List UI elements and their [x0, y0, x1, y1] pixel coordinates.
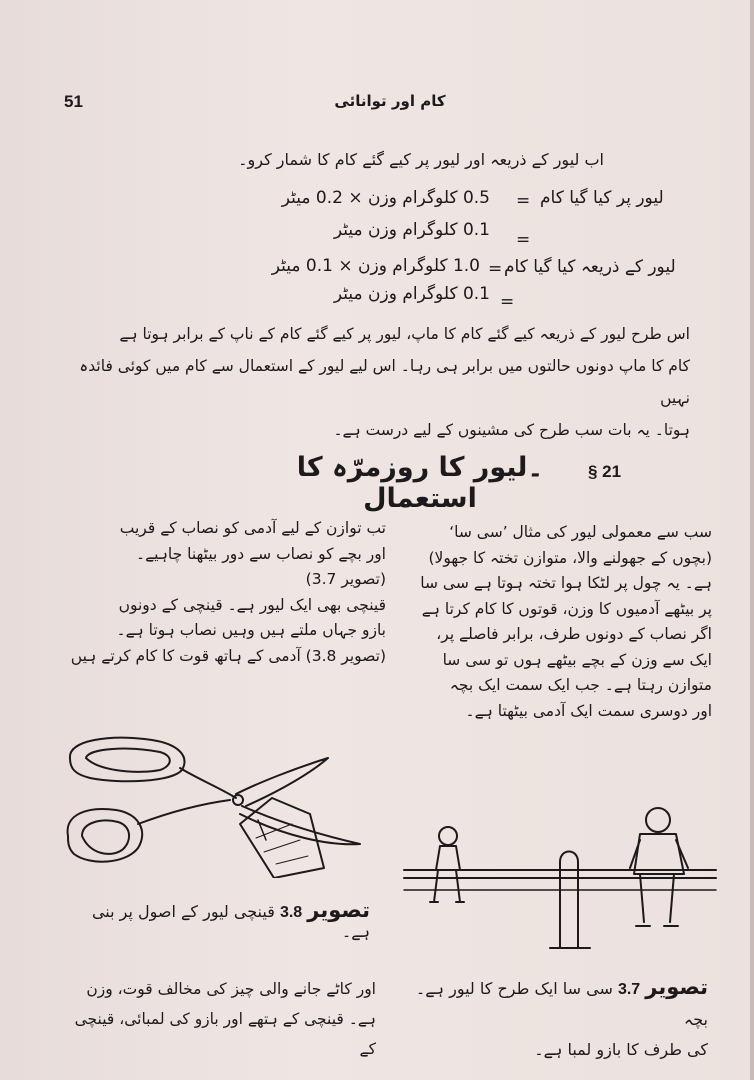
text-line: اور کاٹے جانے والی چیز کی مخالف قوت، وزن	[86, 980, 376, 998]
text-line: اور دوسری سمت ایک آدمی بیٹھتا ہے۔	[465, 701, 712, 720]
text-line: پر بیٹھے آدمیوں کا وزن، قوتوں کا کام کرتا ہے	[421, 599, 712, 618]
scissors-shank	[138, 800, 230, 824]
cloth-lines	[256, 824, 308, 864]
text-line: ایک سے وزن کے بچے بیٹھے ہوں تو سی سا	[442, 650, 712, 669]
calc-intro: اب لیور کے ذریعہ اور لیور پر کیے گئے کام کا شمار کرو۔	[238, 150, 604, 169]
text-line: (تصویر 3.7)	[305, 570, 386, 588]
work-by-result: 0.1 کلوگرام وزن میٹر	[333, 284, 490, 304]
text-line: (تصویر 3.8) آدمی کے ہاتھ قوت کا کام کرتے ہیں	[70, 646, 386, 665]
scissors-shank	[180, 768, 236, 798]
text-line: ہے۔ قینچی کے ہتھے اور بازو کی لمبائی، قینچی کے	[74, 1010, 376, 1058]
text-line: اور بچے کو نصاب سے دور بیٹھنا چاہیے۔	[135, 544, 386, 563]
text-line: قینچی بھی ایک لیور ہے۔ قینچی کے دونوں	[118, 595, 386, 614]
equals-sign: =	[516, 230, 531, 250]
section-heading: ۔لیور کا روزمرّہ کا استعمال	[296, 452, 544, 514]
text-line: سب سے معمولی لیور کی مثال ’سی سا‘	[449, 523, 712, 541]
child-body	[436, 846, 460, 870]
scissors-blade-lower	[240, 806, 360, 844]
equals-sign: =	[500, 292, 515, 312]
figure-3-7-caption	[404, 972, 708, 1065]
child-legs	[430, 870, 464, 902]
text-line: متوازن رہتا ہے۔ جب ایک سمت ایک بچہ	[449, 676, 712, 694]
conclusion-paragraph	[60, 318, 690, 446]
child-head	[439, 827, 457, 845]
see-saw-illustration	[400, 798, 720, 958]
man-legs	[636, 874, 678, 926]
page-edge	[750, 0, 754, 1080]
work-on-value: 0.5 کلوگرام وزن × 0.2 میٹر	[281, 188, 490, 208]
bottom-left-text	[56, 974, 376, 1064]
work-on-label: لیور پر کیا گیا کام	[540, 188, 664, 208]
scissors-blade-upper	[236, 758, 328, 806]
right-column-text	[402, 520, 712, 724]
scissors-handle-lower-inner	[82, 821, 129, 854]
figure-caption-text: سی سا ایک طرح کا لیور ہے۔ بچہ	[415, 979, 708, 1029]
scissors-handle-upper-inner	[86, 749, 170, 772]
text-line: اگر نصاب کے دونوں طرف، برابر فاصلے پر،	[436, 625, 712, 643]
figure-label: تصویر	[645, 975, 708, 999]
work-by-value: 1.0 کلوگرام وزن × 0.1 میٹر	[271, 256, 480, 276]
page-number: 51	[64, 92, 83, 111]
running-title: کام اور توانائی	[334, 92, 446, 110]
figure-3-8-caption	[70, 898, 370, 941]
paragraph-line: اس طرح لیور کے ذریعہ کیے گئے کام کا ماپ، لیور پر کیے گئے کام کے ناپ کے برابر ہوتا ہے	[119, 325, 690, 343]
text-line: ہے۔ یہ چول پر لٹکا ہوا تختہ ہوتا ہے سی سا	[420, 574, 712, 592]
scissors-illustration	[60, 728, 380, 878]
left-column-text	[56, 516, 386, 669]
paragraph-line: کام کا ماپ دونوں حالتوں میں برابر ہی رہا۔ اس لیے لیور کے استعمال سے کام میں کوئی فائدہ نہیں	[79, 357, 690, 407]
figure-caption-text: قینچی لیور کے اصول پر بنی ہے۔	[91, 902, 370, 941]
text-line: (بچوں کے جھولنے والا، متوازن تختہ کا جھولا)	[428, 548, 712, 567]
equals-sign: =	[488, 259, 503, 279]
section-number: § 21	[588, 462, 622, 481]
figure-caption-text: کی طرف کا بازو لمبا ہے۔	[534, 1040, 708, 1059]
equals-sign: =	[516, 191, 531, 211]
fulcrum-post	[560, 852, 578, 949]
text-line: تب توازن کے لیے آدمی کو نصاب کے قریب	[119, 519, 386, 537]
man-head	[646, 808, 670, 832]
paragraph-line: ہوتا۔ یہ بات سب طرح کی مشینوں کے لیے درست ہے۔	[333, 421, 690, 439]
figure-number: 3.7	[617, 981, 641, 998]
scissors-pivot	[233, 795, 243, 805]
text-line: بازو جہاں ملتے ہیں وہیں نصاب ہوتا ہے۔	[116, 621, 386, 639]
work-on-result: 0.1 کلوگرام وزن میٹر	[333, 220, 490, 240]
figure-number: 3.8	[279, 904, 303, 921]
work-by-label: لیور کے ذریعہ کیا گیا کام	[504, 257, 676, 277]
figure-label: تصویر	[307, 898, 370, 922]
